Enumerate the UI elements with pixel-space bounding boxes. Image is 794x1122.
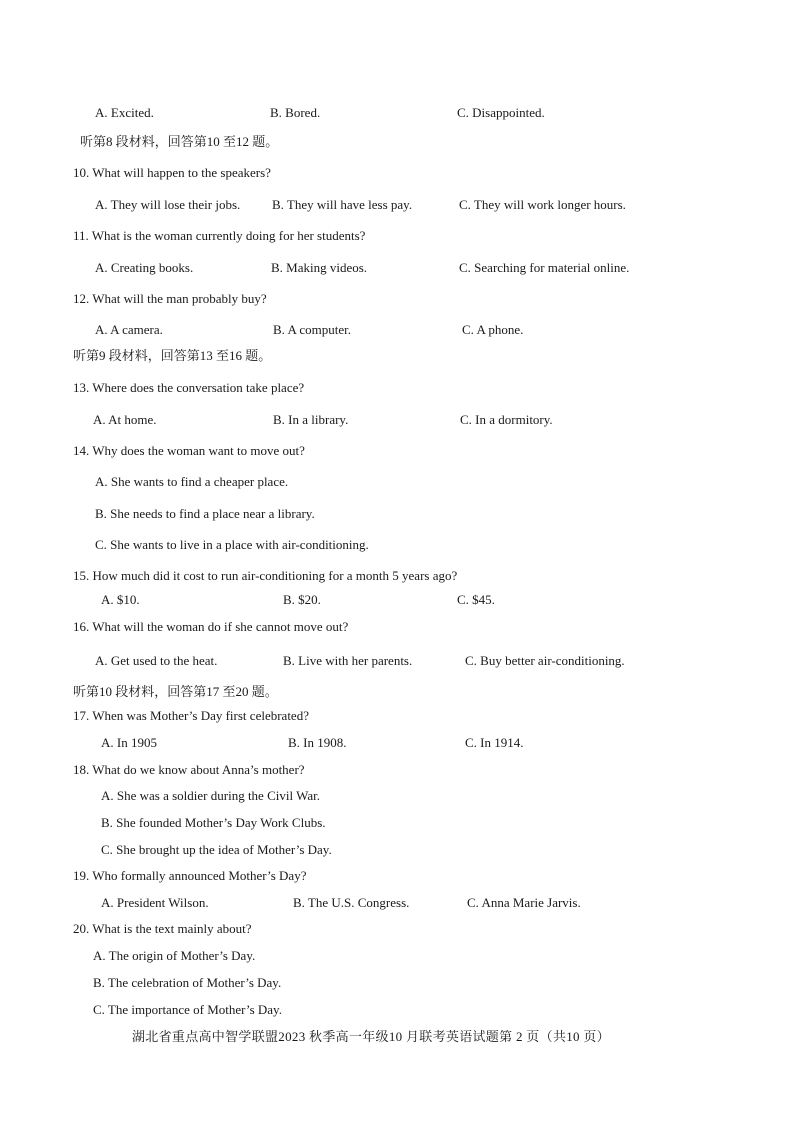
q14-stem: 14. Why does the woman want to move out? bbox=[73, 443, 305, 458]
q13-option-c: C. In a dormitory. bbox=[460, 412, 553, 427]
q17-option-b: B. In 1908. bbox=[288, 735, 347, 750]
q14-option-b: B. She needs to find a place near a library. bbox=[95, 506, 315, 521]
q13-stem: 13. Where does the conversation take place? bbox=[73, 380, 305, 395]
q12-option-b: B. A computer. bbox=[273, 322, 351, 337]
q16-option-c: C. Buy better air-conditioning. bbox=[465, 653, 625, 668]
q11-option-a: A. Creating books. bbox=[95, 260, 194, 275]
q9-option-a: A. Excited. bbox=[95, 105, 154, 120]
q10-option-c: C. They will work longer hours. bbox=[459, 197, 626, 212]
q17-option-a: A. In 1905 bbox=[101, 735, 157, 750]
section-8-instruction: 听第8 段材料，回答第10 至12 题。 bbox=[80, 134, 279, 149]
q10-option-a: A. They will lose their jobs. bbox=[95, 197, 241, 212]
q15-stem: 15. How much did it cost to run air-conditioning for a month 5 years ago? bbox=[73, 568, 458, 583]
q16-option-a: A. Get used to the heat. bbox=[95, 653, 218, 668]
q9-option-b: B. Bored. bbox=[270, 105, 321, 120]
q20-stem: 20. What is the text mainly about? bbox=[73, 921, 252, 936]
q15-option-c: C. $45. bbox=[457, 592, 495, 607]
q20-option-a: A. The origin of Mother’s Day. bbox=[93, 948, 256, 963]
q15-option-a: A. $10. bbox=[101, 592, 140, 607]
q11-stem: 11. What is the woman currently doing for her students? bbox=[73, 228, 366, 243]
q20-option-b: B. The celebration of Mother’s Day. bbox=[93, 975, 282, 990]
q18-stem: 18. What do we know about Anna’s mother? bbox=[73, 762, 305, 777]
q17-option-c: C. In 1914. bbox=[465, 735, 524, 750]
section-10-instruction: 听第10 段材料，回答第17 至20 题。 bbox=[73, 684, 278, 699]
q19-stem: 19. Who formally announced Mother’s Day? bbox=[73, 868, 307, 883]
q9-option-c: C. Disappointed. bbox=[457, 105, 545, 120]
section-9-instruction: 听第9 段材料，回答第13 至16 题。 bbox=[73, 348, 272, 363]
q17-stem: 17. When was Mother’s Day first celebrated? bbox=[73, 708, 309, 723]
q19-option-c: C. Anna Marie Jarvis. bbox=[467, 895, 581, 910]
q18-option-b: B. She founded Mother’s Day Work Clubs. bbox=[101, 815, 326, 830]
q12-option-c: C. A phone. bbox=[462, 322, 524, 337]
q10-stem: 10. What will happen to the speakers? bbox=[73, 165, 271, 180]
q12-stem: 12. What will the man probably buy? bbox=[73, 291, 267, 306]
q11-option-c: C. Searching for material online. bbox=[459, 260, 630, 275]
q13-option-a: A. At home. bbox=[93, 412, 157, 427]
q15-option-b: B. $20. bbox=[283, 592, 321, 607]
q16-stem: 16. What will the woman do if she cannot move out? bbox=[73, 619, 349, 634]
q16-option-b: B. Live with her parents. bbox=[283, 653, 413, 668]
q18-option-c: C. She brought up the idea of Mother’s Day. bbox=[101, 842, 332, 857]
q18-option-a: A. She was a soldier during the Civil War. bbox=[101, 788, 320, 803]
q19-option-a: A. President Wilson. bbox=[101, 895, 209, 910]
page-footer: 湖北省重点高中智学联盟2023 秋季高一年级10 月联考英语试题第 2 页（共10 页） bbox=[132, 1029, 610, 1044]
q11-option-b: B. Making videos. bbox=[271, 260, 368, 275]
q10-option-b: B. They will have less pay. bbox=[272, 197, 413, 212]
q14-option-c: C. She wants to live in a place with air-conditioning. bbox=[95, 537, 369, 552]
q20-option-c: C. The importance of Mother’s Day. bbox=[93, 1002, 282, 1017]
q14-option-a: A. She wants to find a cheaper place. bbox=[95, 474, 289, 489]
q19-option-b: B. The U.S. Congress. bbox=[293, 895, 410, 910]
q12-option-a: A. A camera. bbox=[95, 322, 163, 337]
q13-option-b: B. In a library. bbox=[273, 412, 349, 427]
